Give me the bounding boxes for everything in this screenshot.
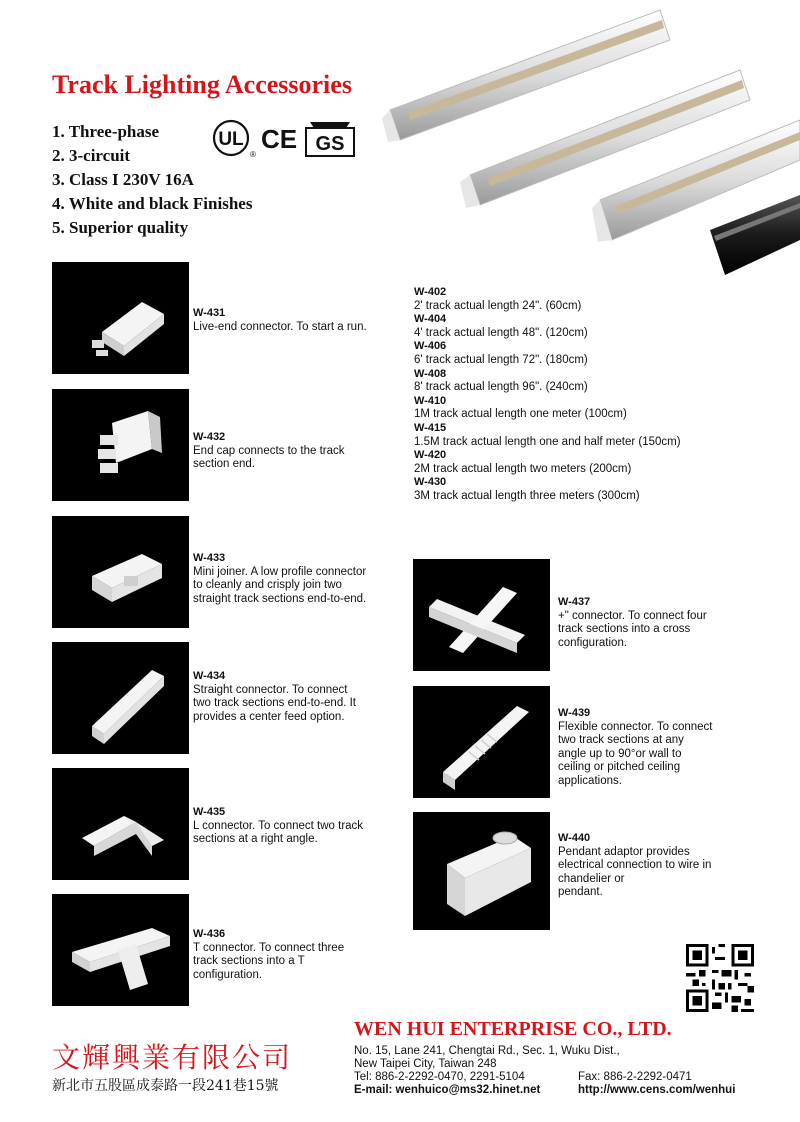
ce-certification-icon [258,118,300,158]
product-text: section end. [193,458,256,470]
product-photo-w433 [52,516,189,628]
product-text: two track sections end-to-end. It [193,697,356,709]
product-text: configuration. [558,636,628,649]
product-code: W-439 [558,707,591,719]
track-description: 1M track actual length one meter (100cm) [414,408,627,421]
product-text: angle up to 90°or wall to [558,747,682,760]
svg-text:®: ® [250,150,256,158]
fax: Fax: 886-2-2292-0471 [578,1071,692,1083]
product-description [193,806,403,847]
product-photo-w439 [413,686,550,798]
website-link[interactable]: http://www.cens.com/wenhui [578,1084,736,1096]
ul-certification-icon [210,118,256,158]
qr-code-icon [686,944,754,1012]
product-text: Flexible connector. To connect [558,720,713,733]
product-code: W-437 [558,596,591,608]
product-text: End cap connects to the track [193,444,345,457]
page-title: Track Lighting Accessories [52,70,352,99]
address-line-1: No. 15, Lane 241, Chengtai Rd., Sec. 1, Wuku Dist., [354,1045,620,1057]
product-description [193,431,403,472]
product-text: applications. [558,774,622,787]
track-description: 6' track actual length 72". (180cm) [414,353,588,366]
product-text: Straight connector. To connect [193,683,348,696]
track-description: 1.5M track actual length one and half meter (150cm) [414,435,681,448]
track-description: 3M track actual length three meters (300cm) [414,489,640,502]
product-text: straight track sections end-to-end. [193,592,367,605]
product-text: ceiling or pitched ceiling [558,761,681,773]
feature-item: 1. Three-phase [52,122,160,141]
product-text: two track sections at any [558,734,684,746]
product-photo-w432 [52,389,189,501]
product-code: W-431 [193,307,226,319]
email-link[interactable]: E-mail: wenhuico@ms32.hinet.net [354,1084,541,1096]
product-text: provides a center feed option. [193,710,345,723]
ul-mark-text: UL [218,129,244,150]
track-code: W-415 [414,421,447,434]
track-description: 2M track actual length two meters (200cm) [414,462,632,475]
product-photo-w431 [52,262,189,374]
product-description [193,928,403,982]
track-description: 2' track actual length 24". (60cm) [414,299,582,312]
product-code: W-434 [193,670,226,682]
gs-certification-icon [302,118,358,158]
feature-item: 5. Superior quality [52,218,189,237]
track-description: 8' track actual length 96". (240cm) [414,381,588,394]
track-code: W-408 [414,367,447,380]
feature-item: 3. Class I 230V 16A [52,170,194,189]
product-code: W-433 [193,552,226,564]
product-description [558,596,773,650]
track-code: W-430 [414,476,447,489]
product-photo-w440 [413,812,550,930]
product-description [558,832,773,900]
product-code: W-432 [193,431,226,443]
telephone: Tel: 886-2-2292-0470, 2291-5104 [354,1071,525,1083]
product-description [193,552,408,606]
product-code: W-436 [193,928,226,940]
product-photo-w437 [413,559,550,671]
track-code: W-402 [414,286,447,298]
track-code: W-404 [414,313,447,326]
product-photo-w434 [52,642,189,754]
product-text: Mini joiner. A low profile connector [193,565,367,578]
product-description [193,307,403,334]
feature-item: 4. White and black Finishes [52,194,253,213]
product-description [193,670,403,724]
track-code: W-406 [414,340,447,353]
address-line-2: New Taipei City, Taiwan 248 [354,1058,497,1070]
product-text: sections at a right angle. [193,833,318,845]
product-text: track sections into a T [193,955,305,967]
feature-item: 2. 3-circuit [52,146,131,165]
company-name-english: WEN HUI ENTERPRISE CO., LTD. [354,1018,672,1040]
product-text: Pendant adaptor provides [558,845,690,858]
track-code: W-420 [414,449,447,462]
track-code: W-410 [414,394,447,407]
gs-mark-text: GS [315,133,345,155]
address-chinese: 新北市五股區成泰路一段241巷15號 [52,1078,279,1094]
product-photo-w436 [52,894,189,1006]
ce-mark-text: CE [260,124,298,154]
product-text: track sections into a cross [558,623,691,635]
product-description [558,707,773,788]
product-text: to cleanly and crisply join two [193,579,342,591]
product-text: L connector. To connect two track [193,819,364,832]
product-text: T connector. To connect three [193,941,345,954]
track-description: 4' track actual length 48". (120cm) [414,326,588,339]
product-text: chandelier or [558,872,625,885]
track-rails-image [380,0,800,280]
product-text: pendant. [558,886,603,898]
product-text: electrical connection to wire in [558,859,712,871]
product-text: Live-end connector. To start a run. [193,320,367,333]
product-text: +" connector. To connect four [558,609,707,622]
product-code: W-440 [558,832,591,844]
company-name-chinese: 文輝興業有限公司 [52,1041,293,1074]
product-text: configuration. [193,968,263,981]
product-code: W-435 [193,806,226,818]
product-photo-w435 [52,768,189,880]
track-length-list [414,286,681,504]
